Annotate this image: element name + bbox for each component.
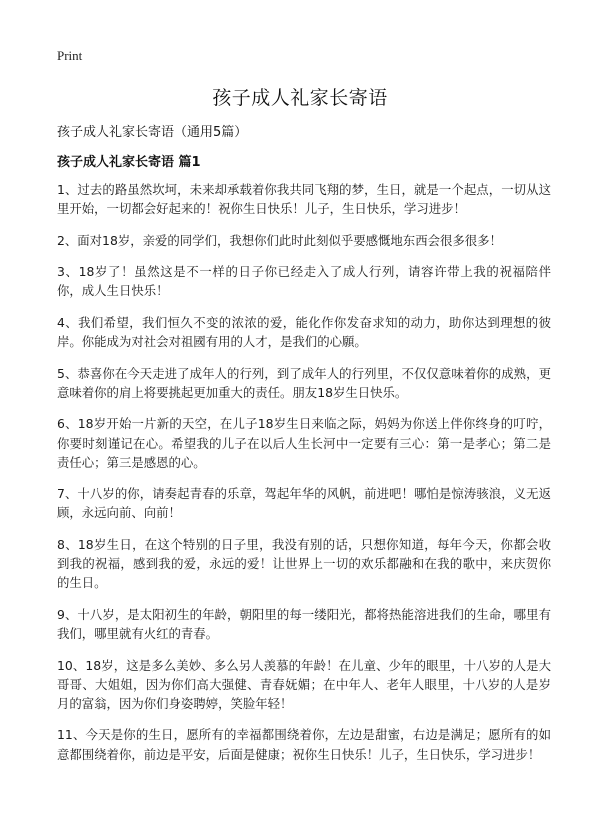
paragraph-5: 5、恭喜你在今天走进了成年人的行列，到了成年人的行列里，不仅仅意味着你的成熟，更意味着你的肩上将要挑起更加重大的责任。朋友18岁生日快乐。 (57, 365, 551, 400)
paragraph-6: 6、18岁开始一片新的天空，在儿子18岁生日来临之际，妈妈为你送上伴你终身的叮咛，你要时刻谨记在心。希望我的儿子在以后人生长河中一定要有三心：第一是孝心；第二是责任心；第三是感恩的心。 (57, 416, 551, 470)
paragraph-11: 11、今天是你的生日，愿所有的幸福都围绕着你，左边是甜蜜，右边是满足；愿所有的如意都围绕着你，前边是平安，后面是健康；祝你生日快乐！儿子，生日快乐，学习进步！ (57, 727, 551, 762)
document-subtitle: 孩子成人礼家长寄语（通用5篇） (57, 125, 248, 140)
paragraph-7: 7、十八岁的你，请奏起青春的乐章，驾起年华的风帆，前进吧！哪怕是惊涛骇浪，义无返顾，永远向前、向前！ (57, 486, 551, 521)
paragraph-3: 3、18岁了！虽然这是不一样的日子你已经走入了成人行列，请容许带上我的祝福陪伴你，成人生日快乐！ (57, 264, 551, 299)
print-link[interactable]: Print (57, 48, 83, 63)
paragraph-9: 9、十八岁，是太阳初生的年龄，朝阳里的每一缕阳光，都将热能溶进我们的生命，哪里有我们，哪里就有火红的青春。 (57, 606, 551, 642)
section-heading: 孩子成人礼家长寄语 篇1 (57, 155, 201, 170)
paragraph-2: 2、面对18岁，亲爱的同学们，我想你们此时此刻似乎要感慨地东西会很多很多！ (57, 232, 502, 248)
paragraph-list (57, 180, 551, 776)
paragraph-1: 1、过去的路虽然坎坷，未来却承载着你我共同飞翔的梦，生日，就是一个起点，一切从这里开始，一切都会好起来的！祝你生日快乐！儿子，生日快乐，学习进步！ (57, 182, 551, 217)
paragraph-10: 10、18岁，这是多么美妙、多么另人羡慕的年龄！在儿童、少年的眼里，十八岁的人是大哥哥、大姐姐，因为你们高大强健、青春妩媚；在中年人、老年人眼里，十八岁的人是岁月的富翁，因为你们身姿聘婷，笑脸年轻！ (57, 657, 551, 711)
paragraph-4: 4、我们希望，我们恒久不变的浓浓的爱，能化作你发奋求知的动力，助你达到理想的彼岸。你能成为对社会对祖國有用的人才，是我们的心願。 (57, 314, 551, 350)
document-title: 孩子成人礼家长寄语 (212, 87, 388, 109)
paragraph-8: 8、18岁生日，在这个特别的日子里，我没有别的话，只想你知道，每年今天，你都会收到我的祝福，感到我的爱，永远的爱！让世界上一切的欢乐都融和在我的歌中，来庆贺你的生日。 (57, 536, 551, 591)
